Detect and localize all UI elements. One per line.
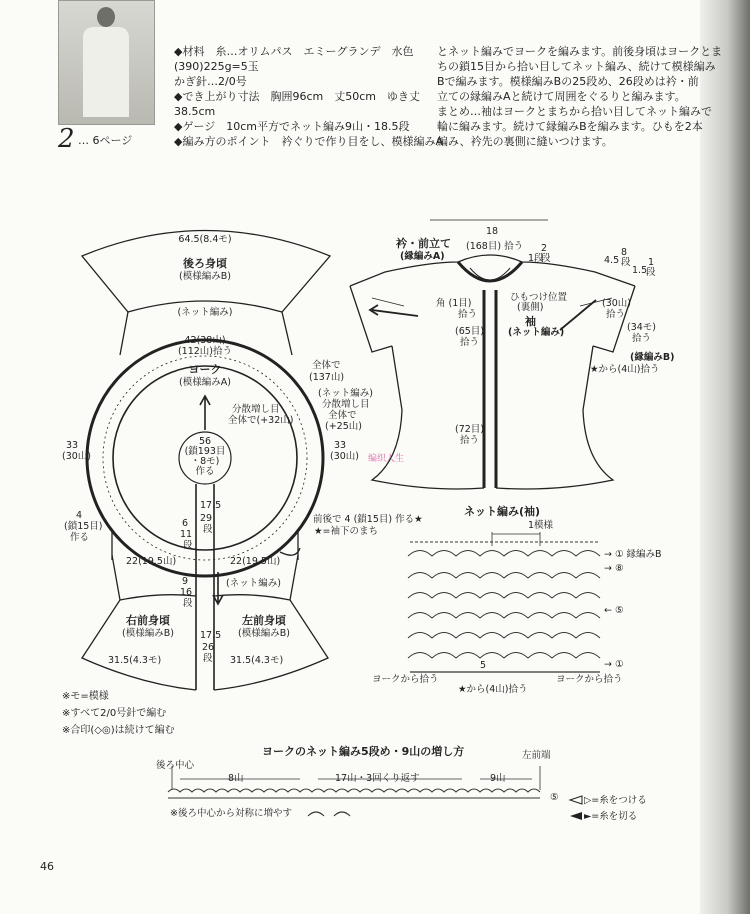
net-yoke-right: ヨークから拾う [556,674,623,685]
instruction-line: 輪に編みます。続けて縁編みBを編みます。ひもを2本 [437,120,703,133]
collar-rows-3: 1段 [528,253,544,264]
total-value: (137山) [309,372,345,383]
total-label: 全体で [312,360,341,371]
yoke-pickup-label: (112山)拾う [177,346,233,357]
collar-subtitle: (縁編みA) [400,251,445,262]
instruction-line: ◆材料 糸…オリムパス エミーグランデ 水色 [174,45,414,58]
instruction-line: 38.5cm [174,105,216,118]
instruction-line: (390)225g=5玉 [174,60,259,73]
front-net-label: (ネット編み) [226,578,281,589]
sleeve-pickup-4: 拾う [632,333,652,344]
cuff-label-6: 段 [646,267,656,278]
left-front-end-label: 左前端 [522,750,551,761]
side-left-label-1: 33 [66,440,79,451]
sleeve-edge-label: (縁編みB) [630,352,675,363]
note-line: ※モ=模様 [62,691,109,702]
cuff-label-4: 1.5 [632,265,648,276]
sleeve-pickup-1: (30山) [602,298,632,309]
legend-attach: ▷=糸をつける [584,795,647,806]
increase-row-label: ⑤ [550,792,559,803]
net-label-2: 分散増し目 [322,399,370,410]
band-label-2: 29 [200,513,213,524]
legend-cut: ►=糸を切る [584,811,638,822]
collar-rows-2: 段 [541,253,551,264]
sleeve-outlines [350,286,635,352]
neck-label-4: 作る [195,466,215,477]
right-front-title: 右前身頃 [126,614,170,627]
cuff-label-5: 1 [648,257,655,268]
collar-width: 18 [486,226,499,237]
pattern-number: 2 [58,124,75,154]
net-star-pickup: ★から(4山)拾う [458,684,528,695]
watermark: 编织人生 [368,454,405,464]
collar-pickup: (168目) 拾う [466,241,524,252]
band-label-3: 段 [203,524,213,535]
cord-position-2: (裏側) [517,302,544,313]
band-label-1: 17.5 [200,500,222,511]
legend-glyphs [570,796,582,820]
instruction-line: まとめ…袖はヨークとまちから拾い目してネット編みで [437,105,712,118]
left-front-width: 31.5(4.3モ) [230,655,284,666]
right-front-width: 31.5(4.3モ) [108,655,162,666]
left-front-title: 左前身頃 [242,614,286,627]
net-row-5: ← ⑤ [604,605,624,616]
neck-label-2: (鎖193目 [184,446,226,457]
band-label-10: 17.5 [200,630,222,641]
cuff-marks [372,298,612,306]
instruction-line: ◆でき上がり寸法 胸囲96cm 丈50cm ゆき丈 [174,90,420,103]
segment-2-label: 17山・3回くり返す [335,773,420,784]
instruction-line: ◆ゲージ 10cm平方でネット編み9山・18.5段 [174,120,410,133]
band-label-8: 16 [180,587,193,598]
band-label-5: 11 [180,529,193,540]
instruction-line: ◆編み方のポイント 衿ぐりで作り目をし、模様編みA [174,135,443,148]
net-label-4: (+25山) [325,421,362,432]
yoke-title: ヨーク [188,363,222,376]
page-number: 46 [40,860,54,873]
yoke-pattern: (模様編みA) [179,377,231,388]
side-right-label-1: 33 [334,440,347,451]
cuff-label-1: 4.5 [604,255,620,266]
back-center-label: 後ろ中心 [156,760,195,771]
net-label-3: 全体で [328,410,357,421]
sleeve-star-pickup: ★から(4山)拾う [590,364,660,375]
band-label-4: 6 [182,518,189,529]
gusset-label-2: (鎖15目) [64,521,103,532]
front-band [484,290,496,488]
low-pickup-1: (72目) [455,424,485,435]
front-width-right: 22(19.5山) [230,556,281,567]
back-body-title: 後ろ身頃 [183,257,227,270]
mid-pickup-1: (65目) [455,326,485,337]
sleeve-arrow-right [560,300,596,330]
side-right-label-2: (30山) [330,451,360,462]
mid-pickup-2: 拾う [460,337,480,348]
yoke-width-label: 42(38山) [184,335,226,346]
page-reference: … 6ページ [78,134,133,147]
increase-label-2: 全体で(+32山) [228,415,294,426]
front-width-left: 22(19.5山) [126,556,177,567]
band-label-7: 9 [182,576,189,587]
sleeve-pattern: (ネット編み) [508,327,565,338]
note-line: ※すべて2/0号針で編む [62,708,167,719]
sleeve-arrow-left [370,305,418,316]
corner-label-2: 拾う [458,309,478,320]
net-row-5-marker: 5 [480,660,487,671]
increase-label-1: 分散増し目 [232,404,280,415]
net-chart-title: ネット編み(袖) [464,505,541,518]
net-row-8: → ⑧ [604,563,624,574]
front-net-boundary [120,595,290,600]
sleeve-pickup-2: 拾う [606,309,626,320]
cuff-label-3: 段 [621,257,631,268]
segment-1-label: 8山 [228,773,244,784]
band-label-6: 段 [183,540,193,551]
cardigan-body-outline [372,346,613,489]
cuff-label-2: 8 [621,247,628,258]
band-label-9: 段 [183,598,193,609]
instruction-line: 編み、衿先の裏側に縫いつけます。 [437,135,613,148]
notes-block [62,688,175,739]
net-chart-repeat: 1模様 [528,520,554,531]
sleeve-title: 袖 [525,315,536,328]
instruction-line: Bで編みます。模様編みBの25段め、26段めは衿・前 [437,75,699,88]
net-row-edge: → ① 縁編みB [604,549,662,560]
gusset-label-3: 作る [70,532,90,543]
collar-curve [458,262,522,281]
yoke-direction-arrow [200,396,210,430]
corner-label-1: 角 (1目) [436,298,472,309]
neck-label-1: 56 [198,436,212,447]
back-net-label: (ネット編み) [177,307,233,318]
collar-title: 衿・前立て [396,237,451,250]
band-label-12: 段 [203,653,213,664]
low-pickup-2: 拾う [460,435,480,446]
right-front-pattern: (模様編みB) [122,628,174,639]
gusset-arrow [280,548,300,555]
gusset-note-2: ★=袖下のまち [314,526,378,537]
instruction-line: かぎ針…2/0号 [174,75,247,88]
back-width-label: 64.5(8.4モ) [178,234,232,245]
net-row-1: → ① [604,659,624,670]
band-label-11: 26 [202,642,215,653]
collar-rows-1: 2 [541,243,548,254]
left-front-pattern: (模様編みB) [238,628,290,639]
side-left-label-2: (30山) [62,451,92,462]
increase-footnote: ※後ろ中心から対称に増やす [170,808,292,819]
back-body-pattern: (模様編みB) [179,271,231,282]
cord-position-1: ひもつけ位置 [510,292,568,303]
instruction-line: とネット編みでヨークを編みます。前後身頃はヨークとま [437,45,723,58]
increase-chart-title: ヨークのネット編み5段め・9山の増し方 [262,745,465,758]
gusset-note-1: 前後で 4 (鎖15目) 作る★ [313,514,423,525]
instruction-line: ちの鎖15目から拾い目してネット編み、続けて模様編み [437,60,716,73]
net-stitch-chart [408,532,600,672]
net-label-1: (ネット編み) [318,388,373,399]
sleeve-pickup-3: (34モ) [627,322,657,333]
instruction-line: 立ての縁編みAと続けて周囲をぐるりと編みます。 [437,90,686,103]
segment-3-label: 9山 [490,773,506,784]
gusset-label-1: 4 [76,510,83,521]
note-line: ※合印(◇◎)は続けて編む [62,725,175,736]
net-yoke-left: ヨークから拾う [372,674,439,685]
neck-label-3: ・8モ) [190,456,220,467]
